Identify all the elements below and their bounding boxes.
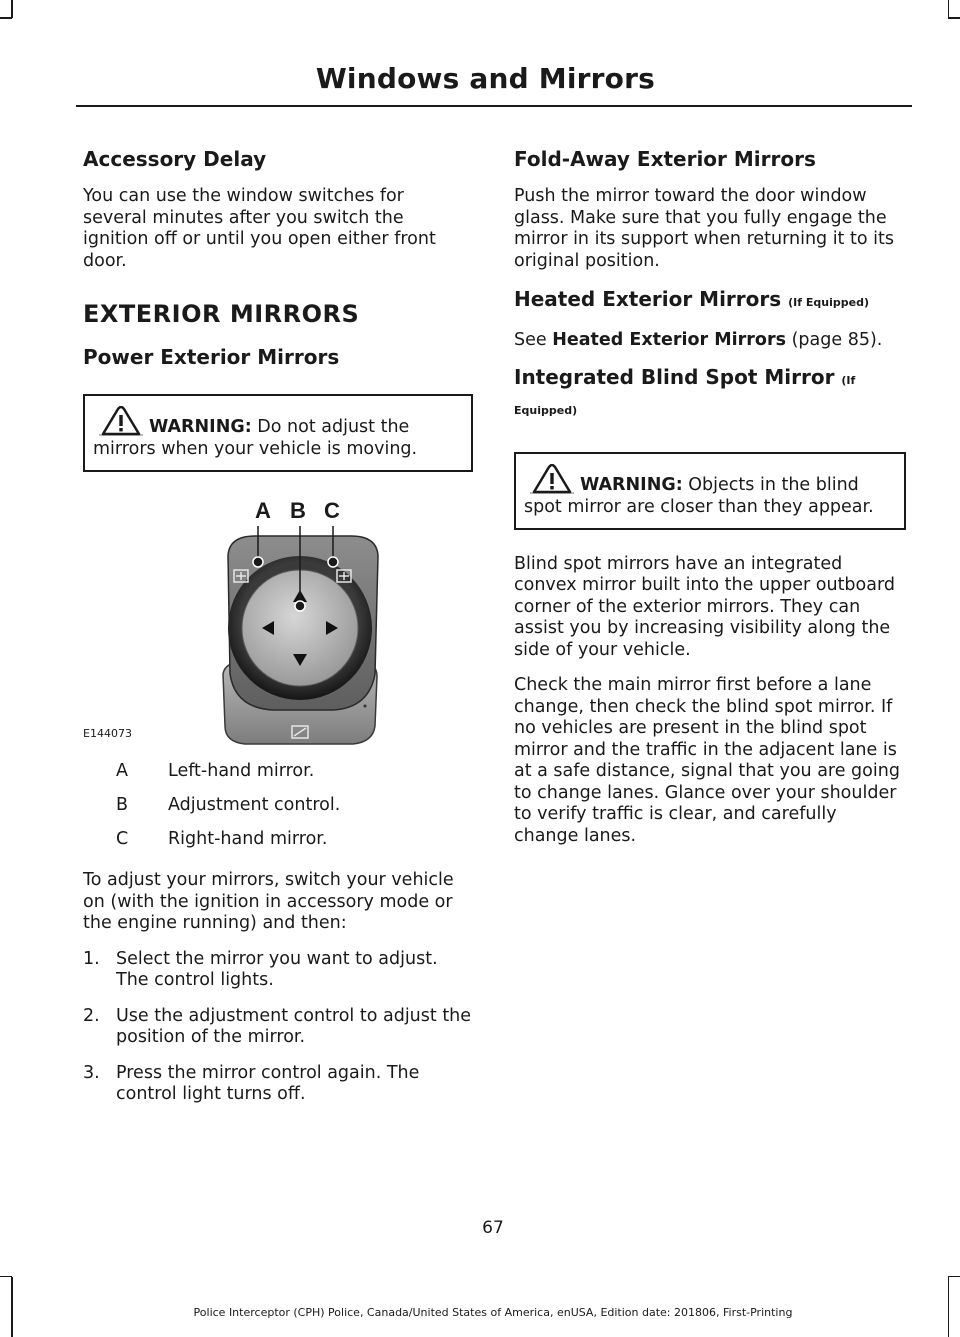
figure-key	[83, 760, 473, 850]
warning-box-blind-spot	[514, 452, 906, 530]
step-number: 1.	[83, 948, 100, 969]
exterior-mirrors-heading: EXTERIOR MIRRORS	[83, 300, 360, 328]
step-text: Select the mirror you want to adjust. The control lights.	[116, 948, 438, 990]
blind-heading-text: Integrated Blind Spot Mirror	[514, 364, 835, 389]
warning-text: Objects in the blind spot mirror are closer than they appear.	[524, 474, 874, 517]
fold-away-text: Push the mirror toward the door window glass. Make sure that you fully engage the mirror in its support when returning it to its original position.	[514, 186, 894, 271]
heated-heading-text: Heated Exterior Mirrors	[514, 287, 782, 311]
power-mirrors-heading: Power Exterior Mirrors	[83, 345, 340, 369]
cross-reference-link[interactable]: Heated Exterior Mirrors	[552, 330, 787, 350]
key-letter: B	[116, 795, 129, 815]
blind-spot-text-2: Check the main mirror first before a lane change, then check the blind spot mirror. If no vehicles are present in the blind spot mirror and the traffic in the adjacent lane is at a safe distance, signal that you are going to change lanes. Glance over your shoulder to verify traffic is clear, and carefully change lanes.	[514, 675, 900, 846]
blind-spot-heading	[514, 366, 906, 426]
accessory-delay-heading: Accessory Delay	[83, 147, 267, 171]
crop-mark	[0, 1276, 12, 1278]
step-number: 3.	[83, 1062, 100, 1083]
adjust-intro-text: To adjust your mirrors, switch your vehicle on (with the ignition in accessory mode or the engine running) and then:	[83, 870, 454, 933]
adjust-steps-list	[83, 949, 473, 1106]
list-item	[83, 949, 473, 992]
blind-spot-text-1: Blind spot mirrors have an integrated convex mirror built into the upper outboard corner of the exterior mirrors. They can assist you by increasing visibility along the side of your vehicle.	[514, 553, 895, 660]
left-column	[83, 140, 473, 1120]
mirror-control-illustration	[83, 496, 473, 748]
footer-edition: Police Interceptor (CPH) Police, Canada/United States of America, enUSA, Edition date: 201806, First-Printing	[193, 1306, 793, 1319]
crop-mark	[0, 17, 12, 19]
crop-mark	[11, 0, 13, 18]
key-text: Adjustment control.	[168, 795, 341, 815]
see-suffix: (page 85).	[791, 330, 883, 350]
key-letter: A	[116, 761, 128, 781]
callout-b-label: B	[290, 498, 306, 523]
step-text: Use the adjustment control to adjust the position of the mirror.	[116, 1005, 472, 1047]
page-header-title: Windows and Mirrors	[315, 62, 655, 95]
list-item	[83, 1063, 473, 1106]
header-rule	[76, 105, 912, 107]
key-text: Left-hand mirror.	[168, 761, 315, 781]
key-text: Right-hand mirror.	[168, 829, 328, 849]
step-number: 2.	[83, 1005, 100, 1026]
warning-box-adjust	[83, 394, 473, 472]
key-row	[83, 828, 473, 850]
see-prefix: See	[514, 330, 547, 350]
crop-mark	[948, 17, 960, 19]
list-item	[83, 1006, 473, 1049]
page-number: 67	[482, 1218, 504, 1238]
figure-code: E144073	[83, 727, 132, 740]
heated-mirrors-heading	[514, 286, 906, 316]
step-text: Press the mirror control again. The control light turns off.	[116, 1062, 420, 1104]
fold-away-heading: Fold-Away Exterior Mirrors	[514, 147, 816, 171]
see-reference	[514, 330, 906, 352]
key-row	[83, 760, 473, 782]
warning-triangle-icon	[528, 464, 576, 494]
key-row	[83, 794, 473, 816]
warning-label: WARNING:	[580, 474, 683, 495]
key-letter: C	[116, 829, 129, 849]
crop-mark	[948, 1276, 960, 1278]
mirror-control-figure	[83, 496, 473, 748]
accessory-delay-text: You can use the window switches for several minutes after you switch the ignition off or until you open either front door.	[83, 186, 436, 271]
callout-c-label: C	[324, 498, 340, 523]
crop-mark	[948, 0, 950, 18]
right-column	[514, 140, 906, 861]
if-equipped-note: (If Equipped)	[514, 373, 856, 417]
warning-triangle-icon	[97, 406, 145, 436]
warning-label: WARNING:	[149, 417, 252, 437]
if-equipped-note: (If Equipped)	[788, 296, 869, 309]
callout-a-label: A	[255, 498, 271, 523]
warning-text: Do not adjust the mirrors when your vehicle is moving.	[93, 417, 418, 459]
